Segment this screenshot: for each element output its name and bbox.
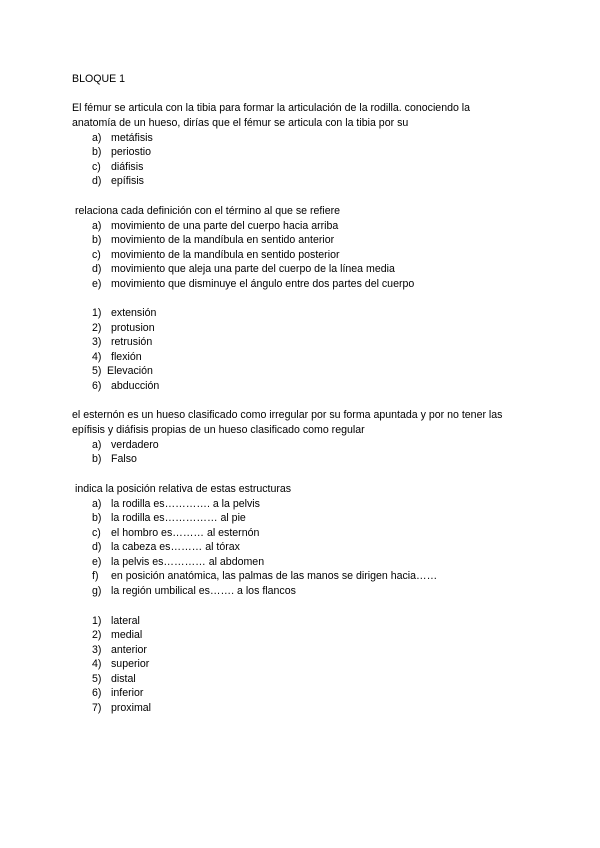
option-label: e) [92, 556, 102, 568]
option-label: a) [92, 132, 102, 144]
term-label: 2) [92, 322, 102, 334]
term-label: 5) [92, 673, 102, 685]
term-label: 7) [92, 702, 102, 714]
option-text: metáfisis [111, 132, 153, 144]
option-text: movimiento de la mandíbula en sentido anterior [111, 234, 335, 246]
option-label: b) [92, 512, 102, 524]
option-label: d) [92, 175, 102, 187]
option-label: f) [92, 570, 99, 582]
term-text: flexión [111, 351, 142, 363]
term-label: 6) [92, 687, 102, 699]
option-label: b) [92, 234, 102, 246]
option-text: la pelvis es………… al abdomen [111, 556, 265, 568]
term-text: abducción [111, 380, 160, 392]
option-text: movimiento que disminuye el ángulo entre dos partes del cuerpo [111, 278, 415, 290]
option-text: verdadero [111, 439, 159, 451]
option-text: en posición anatómica, las palmas de las manos se dirigen hacia…… [111, 570, 438, 582]
q1-text-line-1: El fémur se articula con la tibia para formar la articulación de la rodilla. conociendo la [72, 102, 471, 114]
term-label: 3) [92, 336, 102, 348]
term-text: extensión [111, 307, 157, 319]
option-text: Falso [111, 453, 137, 465]
option-text: movimiento que aleja una parte del cuerpo de la línea media [111, 263, 395, 275]
option-text: el hombro es……… al esternón [111, 527, 260, 539]
term-text: inferior [111, 687, 144, 699]
option-label: d) [92, 541, 102, 553]
term-label: 4) [92, 351, 102, 363]
option-text: epífisis [111, 175, 144, 187]
option-label: b) [92, 146, 102, 158]
term-label: 5) [92, 365, 102, 377]
option-label: a) [92, 220, 102, 232]
option-label: a) [92, 439, 102, 451]
q2-text: relaciona cada definición con el término al que se refiere [75, 205, 340, 217]
option-text: diáfisis [111, 161, 144, 173]
term-text: superior [111, 658, 150, 670]
term-label: 1) [92, 307, 102, 319]
option-text: la cabeza es……… al tórax [111, 541, 240, 553]
option-text: la región umbilical es……. a los flancos [111, 585, 296, 597]
option-label: d) [92, 263, 102, 275]
term-label: 1) [92, 615, 102, 627]
term-text: Elevación [107, 365, 153, 377]
term-text: anterior [111, 644, 147, 656]
term-text: proximal [111, 702, 152, 714]
term-text: medial [111, 629, 143, 641]
q1-text-line-2: anatomía de un hueso, dirías que el fémur se articula con la tibia por su [72, 117, 409, 129]
term-label: 4) [92, 658, 102, 670]
option-text: movimiento de una parte del cuerpo hacia arriba [111, 220, 339, 232]
term-label: 6) [92, 380, 102, 392]
option-label: g) [92, 585, 102, 597]
page-title: BLOQUE 1 [72, 73, 125, 85]
option-text: la rodilla es…………. a la pelvis [111, 498, 260, 510]
term-text: distal [111, 673, 136, 685]
q3-text-line-1: el esternón es un hueso clasificado como irregular por su forma apuntada y por no tener las [72, 409, 503, 421]
q4-text: indica la posición relativa de estas estructuras [75, 483, 292, 495]
option-label: c) [92, 161, 101, 173]
option-text: periostio [111, 146, 152, 158]
option-label: e) [92, 278, 102, 290]
option-label: b) [92, 453, 102, 465]
option-label: c) [92, 527, 101, 539]
term-text: protusion [111, 322, 155, 334]
option-label: c) [92, 249, 101, 261]
option-text: la rodilla es…………… al pie [111, 512, 246, 524]
term-text: lateral [111, 615, 140, 627]
term-label: 2) [92, 629, 102, 641]
option-text: movimiento de la mandíbula en sentido posterior [111, 249, 340, 261]
q3-text-line-2: epífisis y diáfisis propias de un hueso clasificado como regular [72, 424, 365, 436]
term-label: 3) [92, 644, 102, 656]
term-text: retrusión [111, 336, 153, 348]
option-label: a) [92, 498, 102, 510]
